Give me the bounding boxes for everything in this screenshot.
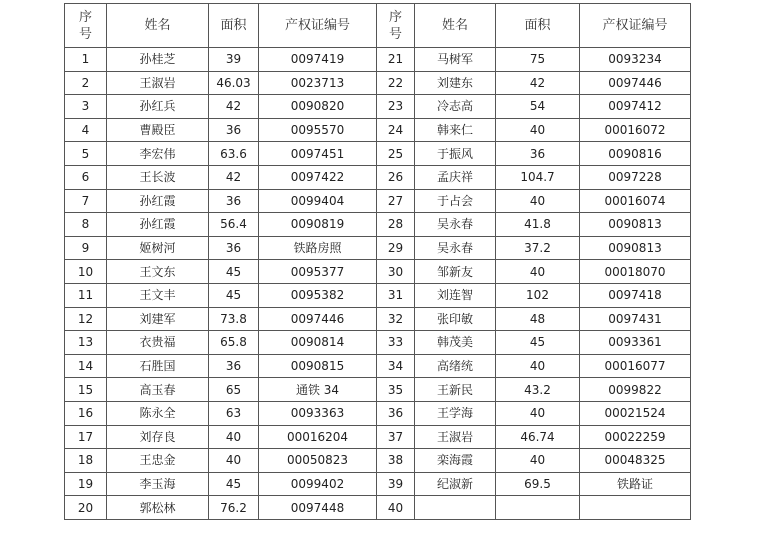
right-area-cell: 69.5 bbox=[496, 472, 580, 496]
right-area-cell: 42 bbox=[496, 71, 580, 95]
left-seq-cell: 11 bbox=[65, 283, 107, 307]
left-area-cell: 40 bbox=[209, 449, 259, 473]
right-name-cell: 冷志高 bbox=[415, 95, 496, 119]
left-area-cell: 40 bbox=[209, 425, 259, 449]
right-area-cell: 54 bbox=[496, 95, 580, 119]
left-seq-cell: 3 bbox=[65, 95, 107, 119]
table-body bbox=[65, 48, 691, 520]
left-seq-cell: 18 bbox=[65, 449, 107, 473]
left-name-cell: 王文丰 bbox=[107, 283, 209, 307]
right-seq-cell: 28 bbox=[377, 213, 415, 237]
right-name-cell: 邹新友 bbox=[415, 260, 496, 284]
right-cert-cell: 00048325 bbox=[580, 449, 691, 473]
header-seq-char2: 号 bbox=[388, 26, 402, 42]
table-row bbox=[65, 189, 691, 213]
right-area-cell: 104.7 bbox=[496, 165, 580, 189]
header-name-right: 姓名 bbox=[415, 4, 496, 48]
right-seq-cell: 24 bbox=[377, 118, 415, 142]
right-cert-cell: 00016077 bbox=[580, 354, 691, 378]
left-cert-cell: 0090814 bbox=[259, 331, 377, 355]
right-name-cell: 马树军 bbox=[415, 48, 496, 72]
right-area-cell: 46.74 bbox=[496, 425, 580, 449]
left-seq-cell: 16 bbox=[65, 401, 107, 425]
right-area-cell: 40 bbox=[496, 354, 580, 378]
right-area-cell: 40 bbox=[496, 449, 580, 473]
left-cert-cell: 0097422 bbox=[259, 165, 377, 189]
table-row bbox=[65, 401, 691, 425]
left-seq-cell: 5 bbox=[65, 142, 107, 166]
header-cert-right: 产权证编号 bbox=[580, 4, 691, 48]
right-area-cell: 48 bbox=[496, 307, 580, 331]
left-name-cell: 王淑岩 bbox=[107, 71, 209, 95]
left-area-cell: 65.8 bbox=[209, 331, 259, 355]
left-name-cell: 衣贵福 bbox=[107, 331, 209, 355]
left-seq-cell: 17 bbox=[65, 425, 107, 449]
left-name-cell: 曹殿臣 bbox=[107, 118, 209, 142]
left-name-cell: 刘存良 bbox=[107, 425, 209, 449]
table-row bbox=[65, 449, 691, 473]
header-seq-char1: 序 bbox=[78, 9, 92, 25]
left-area-cell: 45 bbox=[209, 472, 259, 496]
left-name-cell: 孙红兵 bbox=[107, 95, 209, 119]
table-row bbox=[65, 283, 691, 307]
left-area-cell: 36 bbox=[209, 189, 259, 213]
right-seq-cell: 21 bbox=[377, 48, 415, 72]
right-name-cell: 于振风 bbox=[415, 142, 496, 166]
left-name-cell: 姬树河 bbox=[107, 236, 209, 260]
right-name-cell: 王淑岩 bbox=[415, 425, 496, 449]
right-seq-cell: 37 bbox=[377, 425, 415, 449]
right-cert-cell: 铁路证 bbox=[580, 472, 691, 496]
right-seq-cell: 34 bbox=[377, 354, 415, 378]
left-seq-cell: 10 bbox=[65, 260, 107, 284]
left-name-cell: 孙红霞 bbox=[107, 213, 209, 237]
left-cert-cell: 0097448 bbox=[259, 496, 377, 520]
right-seq-cell: 29 bbox=[377, 236, 415, 260]
header-seq-left bbox=[65, 4, 107, 48]
left-cert-cell: 0099404 bbox=[259, 189, 377, 213]
table-row bbox=[65, 354, 691, 378]
right-name-cell: 韩茂美 bbox=[415, 331, 496, 355]
table-row bbox=[65, 425, 691, 449]
header-row bbox=[65, 4, 691, 48]
left-cert-cell: 通铁 34 bbox=[259, 378, 377, 402]
right-seq-cell: 36 bbox=[377, 401, 415, 425]
left-area-cell: 45 bbox=[209, 283, 259, 307]
right-name-cell: 刘建东 bbox=[415, 71, 496, 95]
left-seq-cell: 2 bbox=[65, 71, 107, 95]
left-seq-cell: 4 bbox=[65, 118, 107, 142]
left-seq-cell: 12 bbox=[65, 307, 107, 331]
left-seq-cell: 7 bbox=[65, 189, 107, 213]
right-cert-cell: 00016072 bbox=[580, 118, 691, 142]
left-seq-cell: 1 bbox=[65, 48, 107, 72]
header-area-right: 面积 bbox=[496, 4, 580, 48]
left-cert-cell: 0023713 bbox=[259, 71, 377, 95]
right-area-cell: 45 bbox=[496, 331, 580, 355]
right-name-cell: 王新民 bbox=[415, 378, 496, 402]
header-name-left: 姓名 bbox=[107, 4, 209, 48]
table-row bbox=[65, 48, 691, 72]
left-area-cell: 42 bbox=[209, 95, 259, 119]
left-cert-cell: 0097419 bbox=[259, 48, 377, 72]
right-cert-cell: 0090813 bbox=[580, 236, 691, 260]
table-header bbox=[65, 4, 691, 48]
right-cert-cell: 0097412 bbox=[580, 95, 691, 119]
right-area-cell: 40 bbox=[496, 401, 580, 425]
right-cert-cell: 0093234 bbox=[580, 48, 691, 72]
right-seq-cell: 26 bbox=[377, 165, 415, 189]
left-cert-cell: 0093363 bbox=[259, 401, 377, 425]
left-seq-cell: 14 bbox=[65, 354, 107, 378]
left-cert-cell: 00050823 bbox=[259, 449, 377, 473]
left-area-cell: 36 bbox=[209, 118, 259, 142]
right-seq-cell: 39 bbox=[377, 472, 415, 496]
right-area-cell: 43.2 bbox=[496, 378, 580, 402]
left-seq-cell: 6 bbox=[65, 165, 107, 189]
right-seq-cell: 40 bbox=[377, 496, 415, 520]
right-area-cell: 75 bbox=[496, 48, 580, 72]
right-cert-cell: 0097228 bbox=[580, 165, 691, 189]
right-area-cell: 102 bbox=[496, 283, 580, 307]
right-area-cell bbox=[496, 496, 580, 520]
left-cert-cell: 0090815 bbox=[259, 354, 377, 378]
table-row bbox=[65, 236, 691, 260]
left-area-cell: 36 bbox=[209, 354, 259, 378]
property-certificate-table bbox=[64, 3, 691, 520]
right-seq-cell: 30 bbox=[377, 260, 415, 284]
left-cert-cell: 0090819 bbox=[259, 213, 377, 237]
right-area-cell: 40 bbox=[496, 260, 580, 284]
right-area-cell: 40 bbox=[496, 118, 580, 142]
left-name-cell: 孙红霞 bbox=[107, 189, 209, 213]
right-cert-cell: 0097418 bbox=[580, 283, 691, 307]
table-row bbox=[65, 260, 691, 284]
right-cert-cell: 0093361 bbox=[580, 331, 691, 355]
left-area-cell: 76.2 bbox=[209, 496, 259, 520]
table-row bbox=[65, 496, 691, 520]
right-name-cell: 吴永春 bbox=[415, 236, 496, 260]
table-row bbox=[65, 71, 691, 95]
left-cert-cell: 0090820 bbox=[259, 95, 377, 119]
left-name-cell: 李玉海 bbox=[107, 472, 209, 496]
right-cert-cell: 00021524 bbox=[580, 401, 691, 425]
table-row bbox=[65, 118, 691, 142]
right-seq-cell: 33 bbox=[377, 331, 415, 355]
right-name-cell: 王学海 bbox=[415, 401, 496, 425]
right-cert-cell: 00018070 bbox=[580, 260, 691, 284]
left-name-cell: 王长波 bbox=[107, 165, 209, 189]
left-seq-cell: 13 bbox=[65, 331, 107, 355]
left-seq-cell: 19 bbox=[65, 472, 107, 496]
left-seq-cell: 15 bbox=[65, 378, 107, 402]
table-row bbox=[65, 142, 691, 166]
table-row bbox=[65, 165, 691, 189]
header-seq-char1: 序 bbox=[388, 9, 402, 25]
right-name-cell: 纪淑新 bbox=[415, 472, 496, 496]
left-area-cell: 46.03 bbox=[209, 71, 259, 95]
right-name-cell: 韩来仁 bbox=[415, 118, 496, 142]
left-area-cell: 45 bbox=[209, 260, 259, 284]
right-seq-cell: 31 bbox=[377, 283, 415, 307]
right-area-cell: 37.2 bbox=[496, 236, 580, 260]
right-seq-cell: 22 bbox=[377, 71, 415, 95]
right-name-cell: 于占会 bbox=[415, 189, 496, 213]
left-name-cell: 高玉春 bbox=[107, 378, 209, 402]
header-area-left: 面积 bbox=[209, 4, 259, 48]
right-name-cell: 刘连智 bbox=[415, 283, 496, 307]
left-cert-cell: 铁路房照 bbox=[259, 236, 377, 260]
left-seq-cell: 20 bbox=[65, 496, 107, 520]
left-cert-cell: 0099402 bbox=[259, 472, 377, 496]
right-name-cell bbox=[415, 496, 496, 520]
right-name-cell: 孟庆祥 bbox=[415, 165, 496, 189]
left-area-cell: 73.8 bbox=[209, 307, 259, 331]
left-area-cell: 36 bbox=[209, 236, 259, 260]
right-name-cell: 吴永春 bbox=[415, 213, 496, 237]
right-area-cell: 36 bbox=[496, 142, 580, 166]
left-name-cell: 刘建军 bbox=[107, 307, 209, 331]
right-seq-cell: 23 bbox=[377, 95, 415, 119]
right-name-cell: 栾海霞 bbox=[415, 449, 496, 473]
table-row bbox=[65, 307, 691, 331]
left-name-cell: 李宏伟 bbox=[107, 142, 209, 166]
left-name-cell: 王忠金 bbox=[107, 449, 209, 473]
left-area-cell: 56.4 bbox=[209, 213, 259, 237]
table-row bbox=[65, 378, 691, 402]
right-seq-cell: 38 bbox=[377, 449, 415, 473]
right-name-cell: 高绪统 bbox=[415, 354, 496, 378]
right-cert-cell: 0090813 bbox=[580, 213, 691, 237]
left-cert-cell: 00016204 bbox=[259, 425, 377, 449]
right-name-cell: 张印敏 bbox=[415, 307, 496, 331]
left-area-cell: 63.6 bbox=[209, 142, 259, 166]
left-area-cell: 65 bbox=[209, 378, 259, 402]
right-cert-cell: 00016074 bbox=[580, 189, 691, 213]
table-row bbox=[65, 213, 691, 237]
left-cert-cell: 0095570 bbox=[259, 118, 377, 142]
left-name-cell: 王文东 bbox=[107, 260, 209, 284]
left-seq-cell: 9 bbox=[65, 236, 107, 260]
left-cert-cell: 0097451 bbox=[259, 142, 377, 166]
header-cert-left: 产权证编号 bbox=[259, 4, 377, 48]
left-name-cell: 陈永全 bbox=[107, 401, 209, 425]
left-seq-cell: 8 bbox=[65, 213, 107, 237]
left-name-cell: 郭松林 bbox=[107, 496, 209, 520]
left-name-cell: 石胜国 bbox=[107, 354, 209, 378]
right-area-cell: 40 bbox=[496, 189, 580, 213]
left-area-cell: 63 bbox=[209, 401, 259, 425]
right-cert-cell bbox=[580, 496, 691, 520]
table-row bbox=[65, 331, 691, 355]
table-row bbox=[65, 95, 691, 119]
right-cert-cell: 0097446 bbox=[580, 71, 691, 95]
right-seq-cell: 27 bbox=[377, 189, 415, 213]
right-seq-cell: 25 bbox=[377, 142, 415, 166]
left-cert-cell: 0095382 bbox=[259, 283, 377, 307]
right-cert-cell: 0099822 bbox=[580, 378, 691, 402]
right-seq-cell: 35 bbox=[377, 378, 415, 402]
left-cert-cell: 0097446 bbox=[259, 307, 377, 331]
right-seq-cell: 32 bbox=[377, 307, 415, 331]
left-name-cell: 孙桂芝 bbox=[107, 48, 209, 72]
right-area-cell: 41.8 bbox=[496, 213, 580, 237]
right-cert-cell: 0090816 bbox=[580, 142, 691, 166]
left-cert-cell: 0095377 bbox=[259, 260, 377, 284]
header-seq-char2: 号 bbox=[78, 26, 92, 42]
table-row bbox=[65, 472, 691, 496]
header-seq-right bbox=[377, 4, 415, 48]
right-cert-cell: 00022259 bbox=[580, 425, 691, 449]
left-area-cell: 42 bbox=[209, 165, 259, 189]
left-area-cell: 39 bbox=[209, 48, 259, 72]
right-cert-cell: 0097431 bbox=[580, 307, 691, 331]
